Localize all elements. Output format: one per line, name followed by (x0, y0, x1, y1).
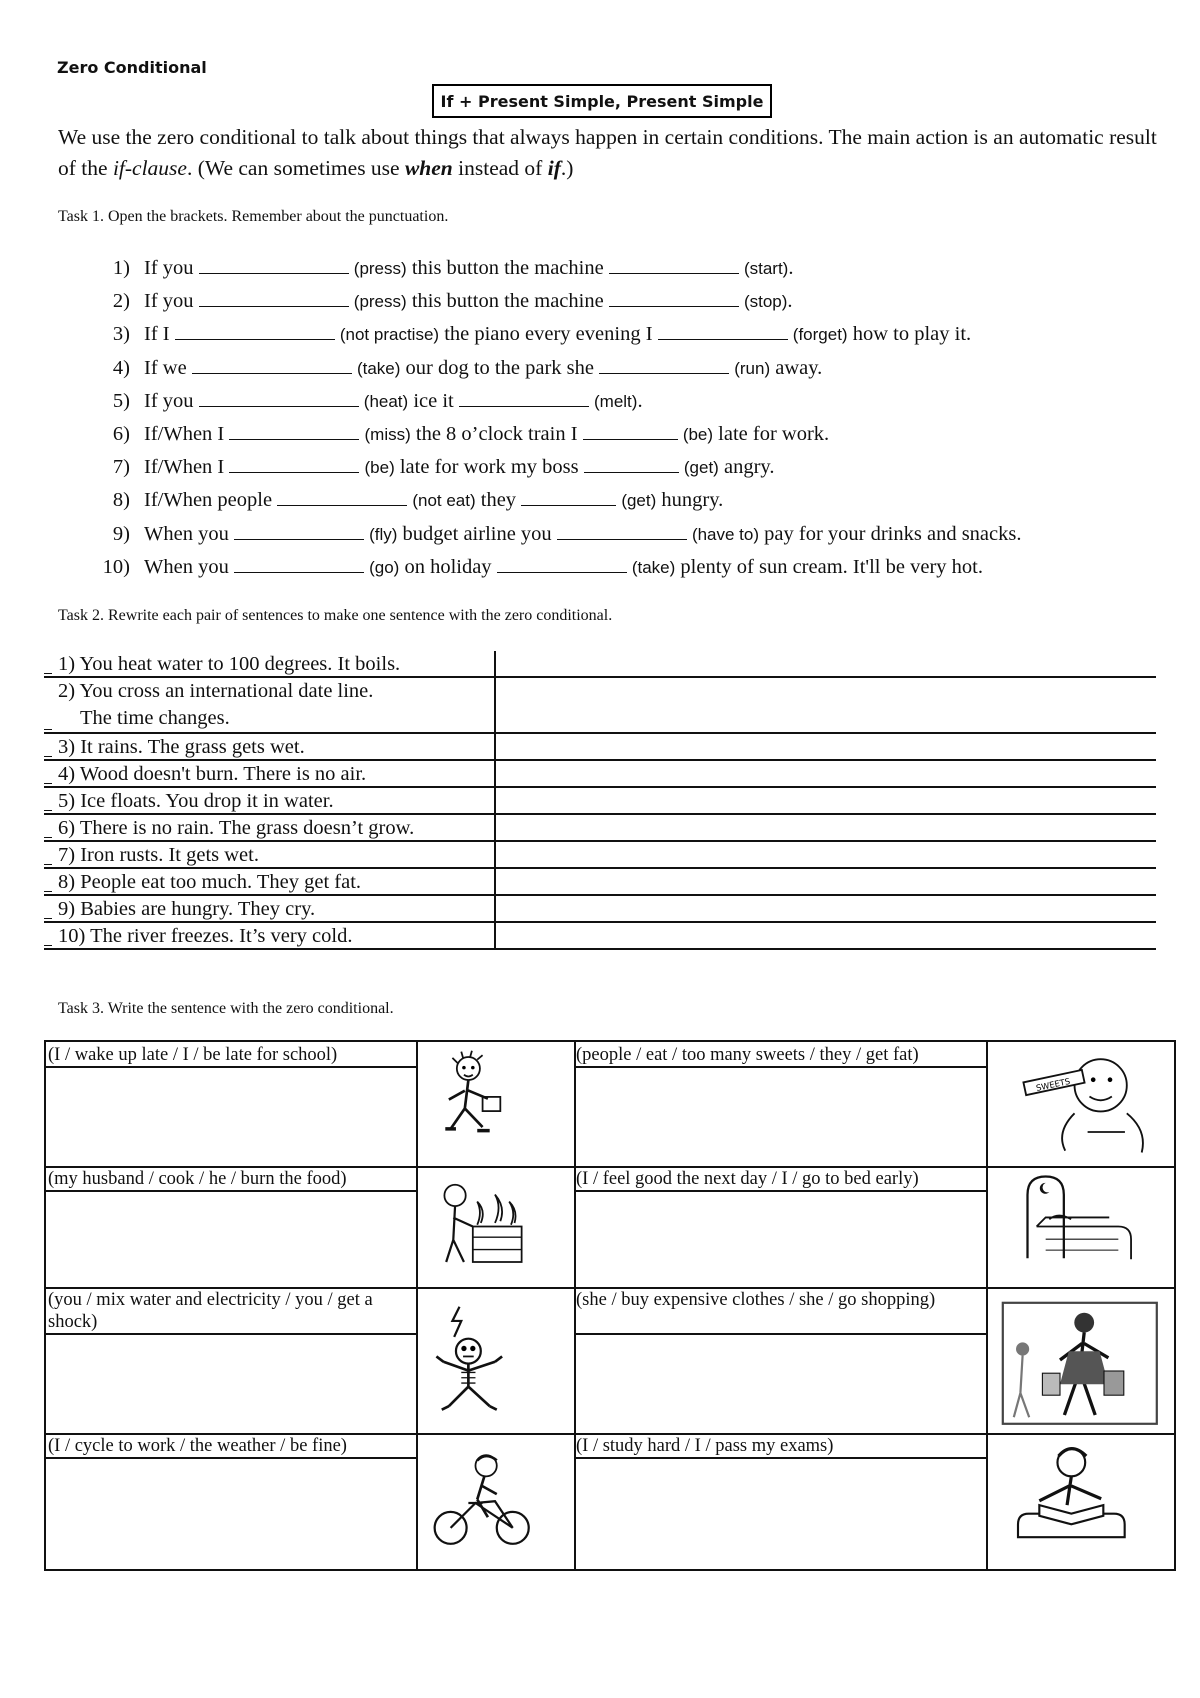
formula-box: If + Present Simple, Present Simple (432, 84, 772, 118)
task1-item (94, 318, 1174, 351)
margin-dash (44, 810, 52, 811)
task2-row (44, 734, 1156, 761)
task2-row (44, 788, 1156, 815)
task3-prompt: (I / cycle to work / the weather / be fine) (46, 1433, 416, 1459)
sentence-text: how to play it. (847, 323, 972, 346)
answer-blank[interactable] (234, 518, 364, 540)
answer-blank[interactable] (192, 352, 352, 374)
answer-line[interactable] (496, 842, 1156, 867)
task2-row (44, 842, 1156, 869)
task2-prompt (44, 869, 496, 894)
task3-prompt: (I / feel good the next day / I / go to bed early) (574, 1166, 986, 1192)
answer-blank[interactable] (234, 551, 364, 573)
prompt-text: 6) There is no rain. The grass doesn’t grow. (58, 817, 415, 839)
verb-hint: (melt) (594, 391, 638, 411)
task1-item (94, 252, 1174, 285)
task3-prompt: (I / wake up late / I / be late for school) (46, 1042, 416, 1068)
task1-item (94, 385, 1174, 418)
task3-cell (574, 1042, 986, 1166)
answer-line[interactable] (496, 896, 1156, 921)
task1-item (94, 285, 1174, 318)
sentence-text: If/When people (144, 489, 278, 512)
verb-hint: (be) (364, 458, 395, 478)
answer-line[interactable] (496, 815, 1156, 840)
task2-prompt (44, 678, 496, 732)
bed-moon-icon (986, 1166, 1178, 1287)
verb-hint: (stop) (743, 292, 788, 312)
item-number: 3) (112, 323, 130, 346)
margin-dash (44, 891, 52, 892)
task1-item (94, 352, 1174, 385)
answer-blank[interactable] (199, 385, 359, 407)
answer-blank[interactable] (557, 518, 687, 540)
answer-blank[interactable] (497, 551, 627, 573)
task3-cell (46, 1433, 416, 1573)
item-number: 4) (112, 356, 130, 379)
prompt-text: 4) Wood doesn't burn. There is no air. (58, 763, 367, 785)
task3-answer-area[interactable] (46, 1459, 416, 1573)
answer-blank[interactable] (658, 319, 788, 341)
answer-line[interactable] (496, 678, 1156, 732)
sentence-text: budget airline you (397, 522, 557, 545)
task2-row (44, 869, 1156, 896)
answer-blank[interactable] (199, 286, 349, 308)
verb-hint: (heat) (363, 391, 409, 411)
task3-grid (44, 1040, 1176, 1571)
task2-row (44, 678, 1156, 734)
sentence-text: away. (770, 356, 823, 379)
item-number: 1) (112, 257, 130, 279)
answer-blank[interactable] (229, 418, 359, 440)
man-burning-food-icon (416, 1166, 574, 1287)
sentence-text: If/When I (144, 422, 230, 445)
sentence-text: late for work. (713, 422, 830, 445)
student-studying-icon (986, 1433, 1178, 1573)
task1-title: Task 1. Open the brackets. Remember about the punctuation. (58, 208, 449, 225)
answer-blank[interactable] (229, 452, 359, 474)
answer-line[interactable] (496, 761, 1156, 786)
answer-blank[interactable] (521, 485, 616, 507)
sentence-text: hungry. (656, 489, 724, 512)
task3-cell (574, 1433, 986, 1573)
task1-item (94, 551, 1174, 584)
task3-cell (574, 1166, 986, 1287)
task3-prompt: (people / eat / too many sweets / they / get fat) (574, 1042, 986, 1068)
answer-blank[interactable] (199, 253, 349, 275)
answer-blank[interactable] (459, 385, 589, 407)
sentence-text: they (475, 489, 522, 512)
answer-line[interactable] (496, 651, 1156, 676)
verb-hint: (take) (356, 358, 401, 378)
margin-dash (44, 945, 52, 946)
verb-hint: (get) (621, 491, 657, 511)
boy-cycling-icon (416, 1433, 574, 1573)
page-title: Zero Conditional (57, 58, 207, 77)
task2-table (44, 651, 1156, 950)
sentence-text: If you (144, 257, 199, 279)
prompt-text: 8) People eat too much. They get fat. (58, 871, 362, 893)
sentence-text: this button the machine (406, 257, 609, 279)
task1-item (94, 451, 1174, 484)
task3-cell (46, 1287, 416, 1433)
task3-answer-area[interactable] (46, 1192, 416, 1287)
woman-shopping-icon (986, 1287, 1178, 1433)
margin-dash (44, 918, 52, 919)
task2-prompt (44, 788, 496, 813)
boy-running-late-icon (416, 1042, 574, 1166)
task2-row (44, 761, 1156, 788)
sentence-text: If you (144, 290, 199, 313)
verb-hint: (press) (353, 292, 407, 312)
task3-answer-area[interactable] (46, 1068, 416, 1166)
sentence-text: on holiday (399, 555, 497, 578)
prompt-text: 2) You cross an international date line. (58, 680, 374, 702)
answer-line[interactable] (496, 734, 1156, 759)
prompt-text: 5) Ice floats. You drop it in water. (58, 790, 334, 812)
task3-title: Task 3. Write the sentence with the zero conditional. (58, 1000, 394, 1017)
margin-dash (44, 837, 52, 838)
answer-blank[interactable] (609, 253, 739, 275)
prompt-text: 10) The river freezes. It’s very cold. (58, 925, 353, 947)
item-number: 6) (112, 422, 130, 445)
answer-line[interactable] (496, 788, 1156, 813)
verb-hint: (be) (682, 424, 714, 444)
sentence-text: the piano every evening I (439, 323, 658, 346)
sentence-text: our dog to the park she (400, 356, 600, 379)
task2-prompt (44, 651, 496, 676)
sentence-text: . (787, 290, 793, 313)
sentence-text: . (637, 389, 643, 412)
sentence-text: pay for your drinks and snacks. (759, 522, 1022, 545)
task2-prompt (44, 761, 496, 786)
verb-hint: (fly) (369, 524, 398, 544)
answer-blank[interactable] (583, 418, 678, 440)
sentence-text: . (788, 257, 794, 279)
task2-title: Task 2. Rewrite each pair of sentences to make one sentence with the zero conditional. (58, 607, 613, 624)
task2-prompt (44, 842, 496, 867)
item-number: 2) (112, 290, 130, 313)
verb-hint: (start) (743, 259, 789, 278)
prompt-text: 7) Iron rusts. It gets wet. (58, 844, 259, 866)
task3-prompt: (you / mix water and electricity / you / get a shock) (46, 1287, 416, 1335)
task2-prompt (44, 896, 496, 921)
task3-answer-area[interactable] (46, 1335, 416, 1433)
sentence-text: If you (144, 389, 199, 412)
item-number: 10) (102, 555, 130, 578)
verb-hint: (have to) (691, 524, 760, 544)
item-number: 7) (112, 456, 130, 479)
intro-paragraph: We use the zero conditional to talk about things that always happen in certain conditions. The main action is an automatic result of the if-clause. (We can sometimes use when instead of if.) (58, 125, 1157, 180)
task3-prompt: (my husband / cook / he / burn the food) (46, 1166, 416, 1192)
task3-prompt: (I / study hard / I / pass my exams) (574, 1433, 986, 1459)
task3-answer-area[interactable] (574, 1068, 986, 1166)
sentence-text: ice it (408, 389, 459, 412)
margin-dash (44, 729, 52, 730)
sentence-text: If I (144, 323, 175, 346)
verb-hint: (take) (631, 557, 676, 577)
margin-dash (44, 756, 52, 757)
sentence-text: If we (144, 356, 192, 379)
margin-dash (44, 864, 52, 865)
sentence-text: late for work my boss (394, 456, 584, 479)
task2-prompt (44, 734, 496, 759)
task3-answer-area[interactable] (574, 1192, 986, 1287)
task3-answer-area[interactable] (574, 1459, 986, 1573)
svg-text:SWEETS: SWEETS (1035, 1075, 1071, 1093)
margin-dash (44, 783, 52, 784)
task1-item (94, 518, 1174, 551)
verb-hint: (forget) (792, 325, 848, 345)
task2-row (44, 651, 1156, 678)
answer-blank[interactable] (584, 452, 679, 474)
verb-hint: (not eat) (412, 491, 476, 511)
task2-row (44, 923, 1156, 950)
task2-row (44, 896, 1156, 923)
task3-prompt: (she / buy expensive clothes / she / go shopping) (574, 1287, 986, 1335)
task2-prompt (44, 815, 496, 840)
task1-item (94, 418, 1174, 451)
answer-blank[interactable] (277, 485, 407, 507)
task1-item (94, 484, 1174, 517)
man-eating-sweets-icon (986, 1042, 1178, 1166)
answer-line[interactable] (496, 869, 1156, 894)
electric-shock-skeleton-icon (416, 1287, 574, 1433)
sentence-text: When you (144, 555, 234, 578)
sentence-text: this button the machine (406, 290, 609, 313)
prompt-text: 1) You heat water to 100 degrees. It boils. (58, 653, 401, 675)
sentence-text: When you (144, 522, 234, 545)
answer-blank[interactable] (599, 352, 729, 374)
answer-line[interactable] (496, 923, 1156, 948)
verb-hint: (not practise) (339, 325, 440, 345)
task2-prompt (44, 923, 496, 948)
sentence-text: plenty of sun cream. It'll be very hot. (675, 555, 983, 578)
verb-hint: (get) (683, 458, 719, 478)
answer-blank[interactable] (609, 286, 739, 308)
item-number: 5) (112, 389, 130, 412)
prompt-text: The time changes. (80, 707, 230, 729)
verb-hint: (go) (369, 557, 400, 577)
sentence-text: angry. (718, 456, 775, 479)
answer-blank[interactable] (175, 319, 335, 341)
prompt-text: 3) It rains. The grass gets wet. (58, 736, 305, 758)
item-number: 8) (112, 489, 130, 512)
task2-row (44, 815, 1156, 842)
sentence-text: the 8 o’clock train I (410, 422, 583, 445)
item-number: 9) (112, 522, 130, 545)
verb-hint: (miss) (364, 424, 411, 444)
task3-cell (46, 1042, 416, 1166)
verb-hint: (press) (353, 259, 407, 278)
task3-cell (46, 1166, 416, 1287)
sentence-text: If/When I (144, 456, 230, 479)
task3-cell (574, 1287, 986, 1433)
margin-dash (44, 673, 52, 674)
task3-answer-area[interactable] (574, 1335, 986, 1433)
prompt-text: 9) Babies are hungry. They cry. (58, 898, 316, 920)
task1-list (94, 252, 1174, 584)
verb-hint: (run) (734, 358, 771, 378)
